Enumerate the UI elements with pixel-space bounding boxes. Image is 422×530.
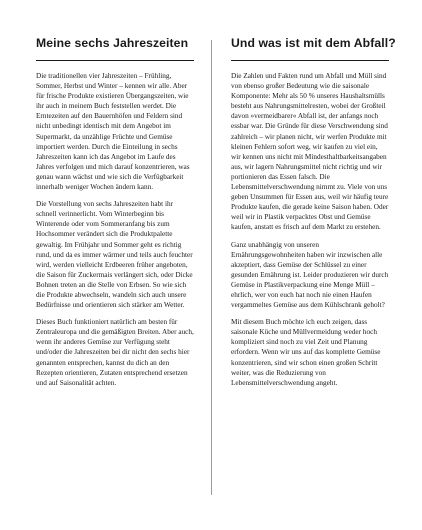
left-column (36, 36, 194, 395)
title-rule (36, 60, 194, 61)
right-column (231, 36, 396, 395)
paragraph: Ganz unabhängig von unseren Ernährungsgewohnheiten haben wir inzwischen alle akzeptiert, dass Gemüse der Schlüssel zu einer gesunden Ernährung ist. Leider produzieren wir durch Gemüse in Plastikverpackung eine Menge Müll – ehrlich, wer von euch hat noch nie einen Haufen vergammeltes Gemüse aus dem Kühlschrank geholt? (231, 240, 389, 310)
paragraph: Die Zahlen und Fakten rund um Abfall und Müll sind von ebenso großer Bedeutung wie die saisonale Komponente: Mehr als 50 % unseres Haushaltsmülls besteht aus Nahrungsmittelresten, wobei der Großteil davon »vermeidbarer« Abfall ist, der anfangs noch essbar war. Die Gründe für diese Verschwendung sind zahlreich – wir planen nicht, wir werfen Produkte mit kleinen Fehlern sofort weg, wir kaufen zu viel ein, wir kennen uns nicht mit Mindesthaltbarkeitsangaben aus, wir lagern Nahrungsmittel nicht richtig und wir portionieren das Essen falsch. Die Lebensmittelverschwendung nimmt zu. Viele von uns geben Unsummen für Essen aus, weil wir häufig teure Produkte kaufen, die gerade keine Saison haben. Oder weil wir in Plastik verpacktes Obst und Gemüse kaufen, anstatt es frisch auf dem Markt zu erstehen. (231, 72, 389, 232)
paragraph: Die traditionellen vier Jahreszeiten – Frühling, Sommer, Herbst und Winter – kennen wir alle. Aber für frische Produkte existieren Übergangszeiten, wie ihr auch in meinem Buch feststellen werdet. Die Erntezeiten auf den Bauernhöfen und Feldern sind nicht unbedingt identisch mit dem Angebot im Supermarkt, da unzählige Früchte und Gemüse importiert werden. Durch die Einteilung in sechs Jahreszeiten kann ich das Angebot im Laufe des Jahres verfolgen und mich darauf konzentrieren, was genau wann wächst und wie sich die Verfügbarkeit innerhalb weniger Wochen ändern kann. (36, 72, 190, 192)
column-divider (211, 40, 212, 495)
title-rule (231, 60, 389, 61)
paragraph: Die Vorstellung von sechs Jahreszeiten habt ihr schnell verinnerlicht. Vom Winterbeginn bis Winterende oder vom Sommeranfang bis zum Hochsommer verändert sich die Produktpalette gewaltig. Im Frühjahr und Sommer geht es richtig rund, und da es immer wärmer und teils auch feuchter wird, werden vielleicht Erdbeeren früher angeboten, die Saison für Zuckermais verlängert sich, oder Dicke Bohnen treten an die Stelle von Erbsen. So wie sich die Produkte abwechseln, wandeln sich auch unsere Bedürfnisse und orientieren sich stärker am Wetter. (36, 200, 193, 310)
section-title-abfall: Und was ist mit dem Abfall? (231, 36, 396, 50)
paragraph: Mit diesem Buch möchte ich euch zeigen, dass saisonale Küche und Müllvermeidung weder hoch kompliziert sind noch zu viel Zeit und Planung erfordern. Wenn wir uns auf das komplette Gemüse konzentrieren, sind wir schon einen großen Schritt weiter, was die Reduzierung von Lebensmittelverschwendung angeht. (231, 318, 381, 387)
paragraph: Dieses Buch funktioniert natürlich am besten für Zentraleuropa und die gemäßigten Breiten. Aber auch, wenn ihr anderes Gemüse zur Verfügung steht und/oder die Jahreszeiten bei dir nicht den sechs hier genannten entsprechen, kannst du dich an den Rezepten orientieren, Zutaten entsprechend ersetzen und auf Saisonalität achten. (36, 318, 194, 387)
section-title-jahreszeiten: Meine sechs Jahreszeiten (36, 36, 189, 50)
